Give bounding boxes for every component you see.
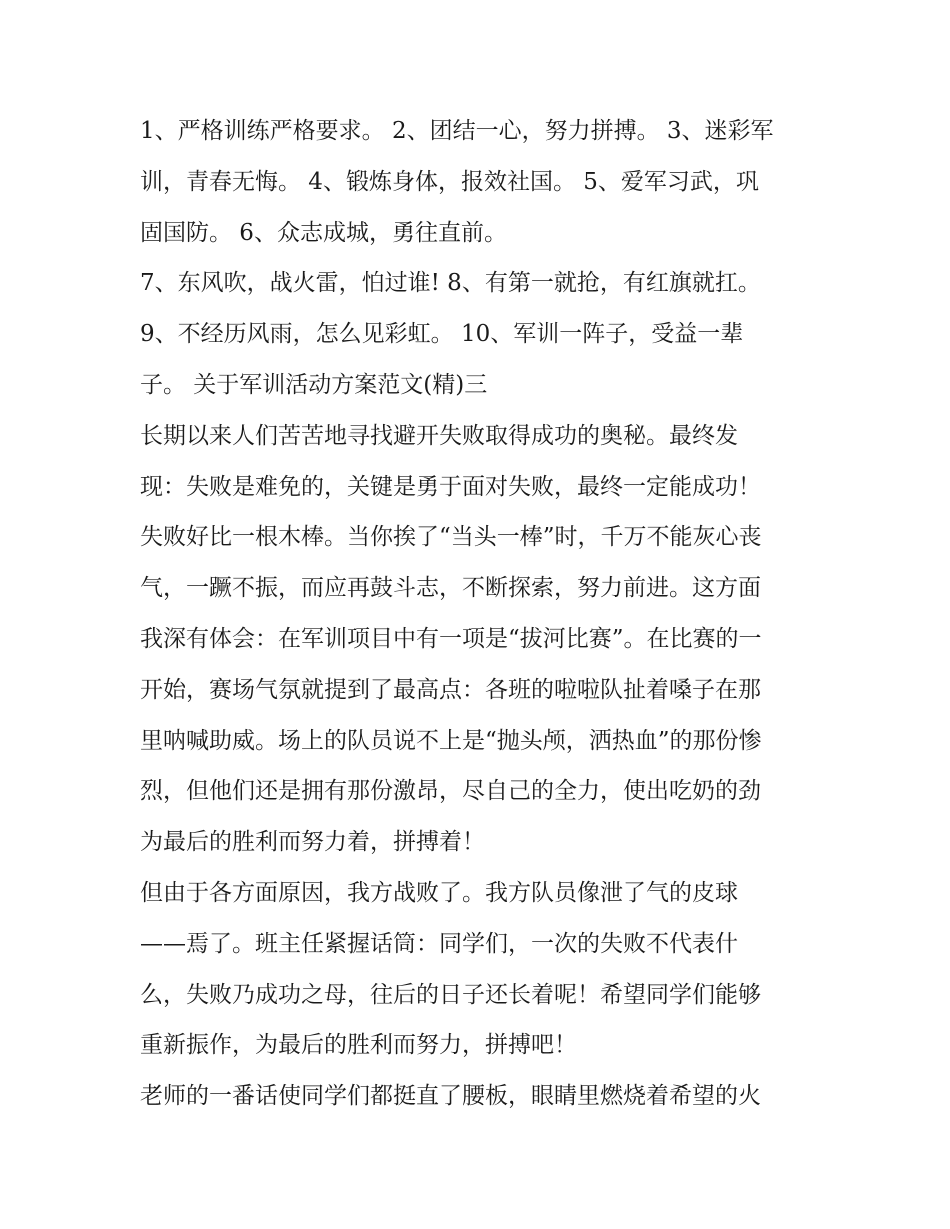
- text-line-3: 固国防。 6、众志成城，勇往直前。: [140, 219, 507, 246]
- text-line-11: 我深有体会：在军训项目中有一项是“拔河比赛”。在比赛的一: [140, 625, 762, 652]
- text-line-19: 重新振作，为最后的胜利而努力，拼搏吧！: [140, 1032, 577, 1059]
- text-line-5: 9、不经历风雨，怎么见彩虹。 10、军训一阵子，受益一辈: [140, 321, 744, 348]
- text-line-6: 子。 关于军训活动方案范文(精)三: [140, 371, 488, 398]
- text-line-7: 长期以来人们苦苦地寻找避开失败取得成功的奥秘。最终发: [140, 422, 738, 449]
- text-line-1: 1、严格训练严格要求。 2、团结一心，努力拼搏。 3、迷彩军: [140, 118, 774, 144]
- text-line-16: 但由于各方面原因，我方战败了。我方队员像泄了气的皮球: [140, 879, 738, 906]
- text-line-12: 开始，赛场气氛就提到了最高点：各班的啦啦队扯着嗓子在那: [140, 676, 761, 703]
- text-line-17: ——焉了。班主任紧握话筒：同学们，一次的失败不代表什: [140, 930, 738, 957]
- text-line-20: 老师的一番话使同学们都挺直了腰板，眼睛里燃烧着希望的火: [140, 1083, 761, 1110]
- body-text: [140, 106, 830, 1122]
- text-line-4: 7、东风吹，战火雷，怕过谁! 8、有第一就抢，有红旗就扛。: [140, 270, 761, 297]
- text-line-14: 烈，但他们还是拥有那份激昂，尽自己的全力，使出吃奶的劲: [140, 778, 761, 805]
- text-line-13: 里呐喊助威。场上的队员说不上是“抛头颅，洒热血”的那份惨: [140, 727, 762, 754]
- text-line-10: 气，一蹶不振，而应再鼓斗志，不断探索，努力前进。这方面: [140, 575, 761, 602]
- text-line-15: 为最后的胜利而努力着，拼搏着！: [140, 829, 485, 856]
- text-line-2: 训，青春无悔。 4、锻炼身体，报效社国。 5、爱军习武，巩: [140, 168, 759, 195]
- text-line-9: 失败好比一根木棒。当你挨了“当头一棒”时，千万不能灰心丧: [140, 524, 762, 551]
- text-line-18: 么，失败乃成功之母，往后的日子还长着呢！希望同学们能够: [140, 981, 761, 1008]
- text-line-8: 现：失败是难免的，关键是勇于面对失败，最终一定能成功！: [140, 473, 761, 500]
